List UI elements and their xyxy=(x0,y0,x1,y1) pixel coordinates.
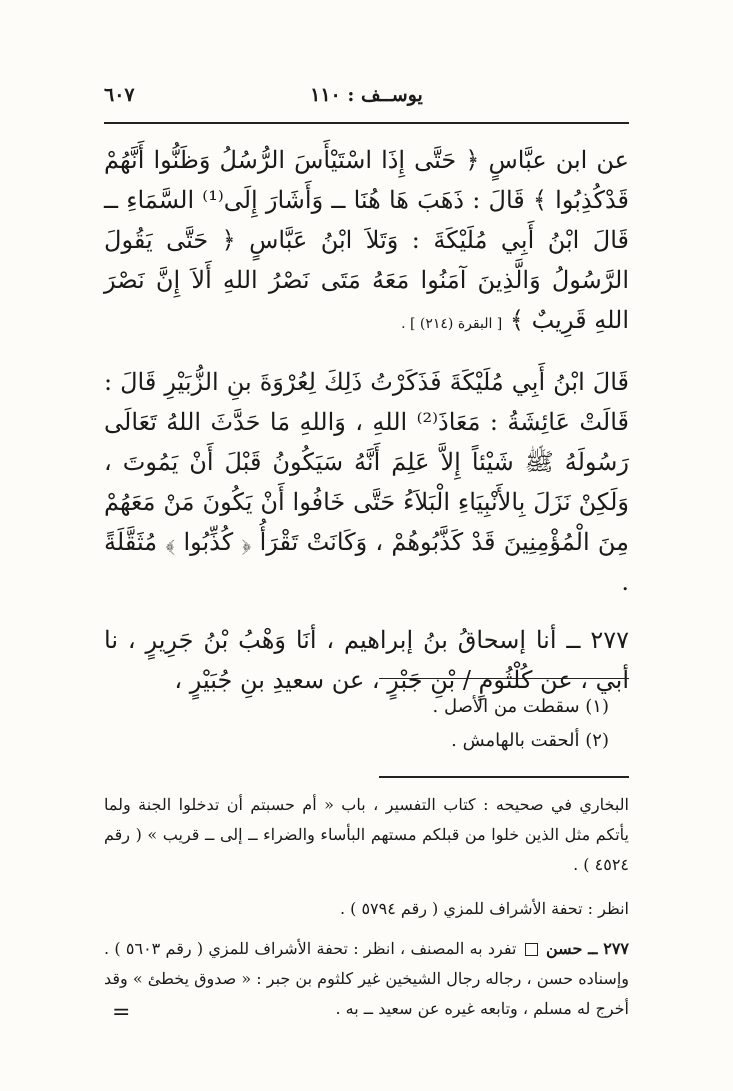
square-separator-icon xyxy=(525,943,538,956)
grade-label: ٢٧٧ ــ حسن xyxy=(545,939,630,958)
commentary-para-2: انظر : تحفة الأشراف للمزي ( رقم ٥٧٩٤ ) . xyxy=(339,899,629,918)
hadith-paragraph-1 xyxy=(104,140,629,344)
footnote-rule xyxy=(379,678,629,679)
hadith-text-1: عن ابن عبَّاسٍ ﴿ حَتَّى إِذَا اسْتَيْأَسَ الرُّسُلُ وَظَنُّوا أَنَّهُمْ قَدْكُذِبُوا ﴾ قَالَ : ذَهَبَ هَا هُنَا ــ وَأَشَارَ إِلَى⁽¹⁾ السَّمَاءِ ــ قَالَ ابْنُ أَبِي مُلَيْكَةَ : وَتَلاَ ابْنُ عَبَّاسٍ ﴿ حَتَّى يَقُولَ الرَّسُولُ وَالَّذِينَ آمَنُوا مَعَهُ مَتَى نَصْرُ اللهِ أَلاَ إِنَّ نَصْرَ اللهِ قَرِيبٌ ﴾ xyxy=(104,146,630,334)
commentary-para-3 xyxy=(104,934,629,1024)
page-number: ٦٠٧ xyxy=(104,84,135,106)
footnotes xyxy=(104,690,609,758)
footnote-2: (٢) ألحقت بالهامش . xyxy=(451,730,609,751)
footnote-1: (١) سقطت من الأصل . xyxy=(432,696,609,717)
running-title: يوســف : ١١٠ xyxy=(310,84,423,106)
quran-reference: [ البقرة (٢١٤) ] . xyxy=(401,316,503,332)
main-text xyxy=(104,140,629,718)
hadith-paragraph-2: قَالَ ابْنُ أَبِي مُلَيْكَةَ فَذَكَرْتُ ذَلِكَ لِعُرْوَةَ بنِ الزُّبَيْرِ قَالَ : قَالَتْ عَائِشَةُ : مَعَاذَ⁽²⁾ اللهِ ، وَاللهِ مَا حَدَّثَ اللهُ تَعَالَى رَسُولَهُ ﷺ شَيْئاً إِلاَّ عَلِمَ أَنَّهُ سَيَكُونُ قَبْلَ أَنْ يَمُوتَ ، وَلَكِنْ نَزَلَ بِالأَنْبِيَاءِ الْبَلاَءُ حَتَّى خَافُوا أَنْ يَكُونَ مَنْ مَعَهُمْ مِنَ الْمُؤْمِنِينَ قَدْ كَذَّبُوهُمْ ، وَكَانَتْ تَقْرَأُ ﴿ كُذِّبُوا ﴾ مُثَقَّلَةً . xyxy=(104,368,629,596)
hadith-chain-277: ٢٧٧ ــ أنا إسحاقُ بنُ إبراهيم ، أنَا وَهْبُ بْنُ جَرِيرٍ ، نا أبي ، عن كُلْثُومٍ / بْنِ جَبْرٍ ، عن سعيدِ بنِ جُبَيْرٍ ، xyxy=(104,626,629,694)
commentary-rule xyxy=(379,776,629,778)
commentary xyxy=(104,790,629,1034)
margin-mark: = xyxy=(112,1000,131,1025)
commentary-para-3-text: تفرد به المصنف ، انظر : تحفة الأشراف للمزي ( رقم ٥٦٠٣ ) . وإسناده حسن ، رجاله رجال الشيخين غير كلثوم بن جبر : « صدوق يخطئ » وقد أخرج له مسلم ، وتابعه غيره عن سعيد ــ به . xyxy=(104,939,629,1018)
commentary-para-1: البخاري في صحيحه : كتاب التفسير ، باب « أم حسبتم أن تدخلوا الجنة ولما يأتكم مثل الذين خلوا من قبلكم مستهم البأساء والضراء ــ إلى ــ قريب » ( رقم ٤٥٢٤ ) . xyxy=(104,795,629,874)
header-rule xyxy=(104,122,629,124)
page-header xyxy=(104,84,629,114)
